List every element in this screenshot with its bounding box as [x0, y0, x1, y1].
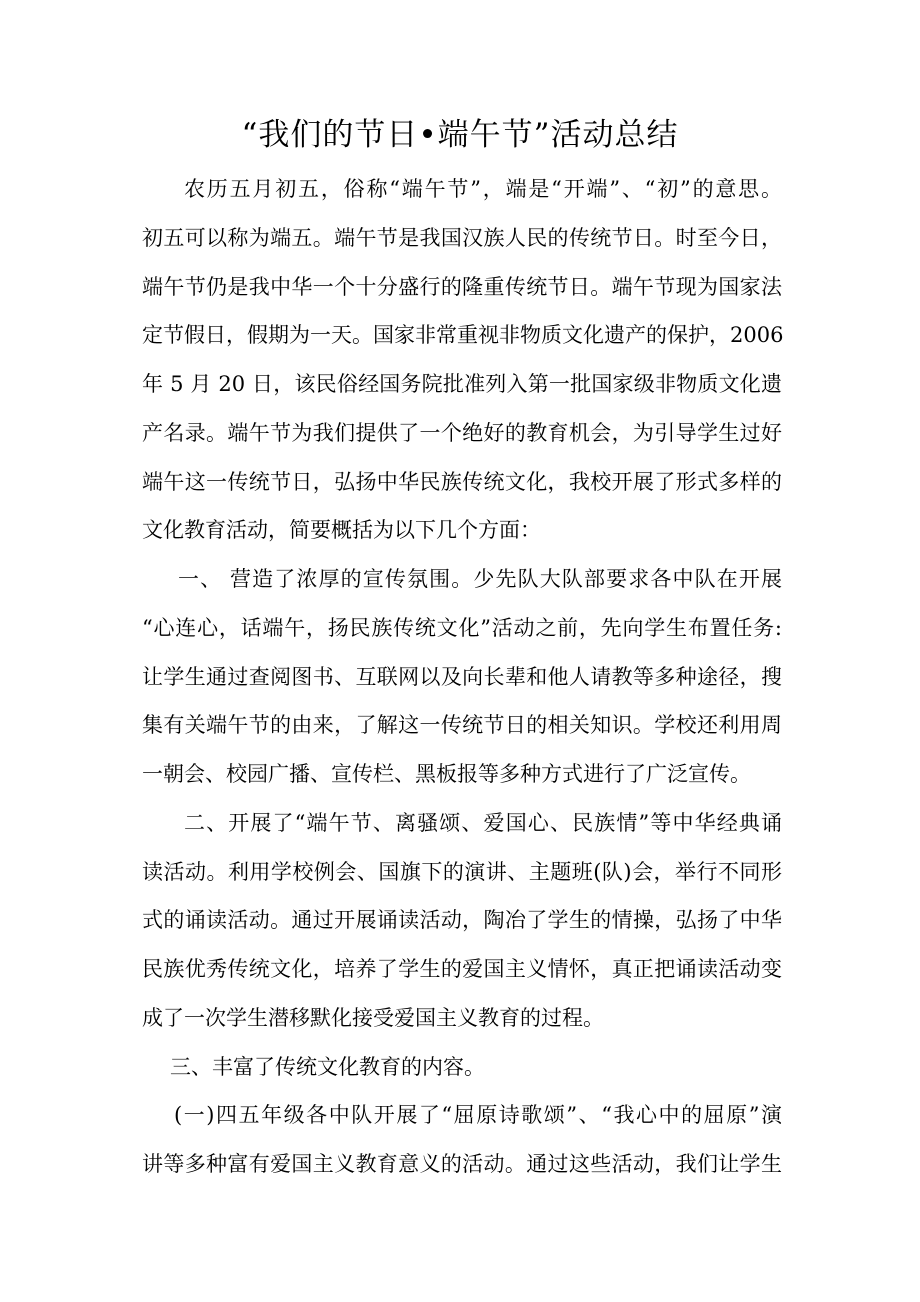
- document-title: “我们的节日•端午节”活动总结: [241, 117, 679, 153]
- body-line: 一朝会、校园广播、宣传栏、黑板报等多种方式进行了广泛宣传。: [142, 762, 751, 786]
- body-line: 式的诵读活动。通过开展诵读活动，陶冶了学生的情操，弘扬了中华: [142, 908, 782, 933]
- body-line: (一)四五年级各中队开展了“屈原诗歌颂”、“我心中的屈原”演: [174, 1103, 782, 1128]
- body-line: 初五可以称为端五。端午节是我国汉族人民的传统节日。时至今日，: [142, 225, 782, 250]
- body-line: 产名录。端午节为我们提供了一个绝好的教育机会，为引导学生过好: [142, 420, 782, 445]
- body-line: 二、开展了“端午节、离骚颂、爱国心、民族情”等中华经典诵: [184, 810, 782, 835]
- body-line: 成了一次学生潜移默化接受爱国主义教育的过程。: [142, 1005, 604, 1030]
- body-line: 让学生通过查阅图书、互联网以及向长辈和他人请教等多种途径，搜: [142, 664, 782, 689]
- body-line: 农历五月初五，俗称“端午节”，端是“开端”、“初”的意思。: [184, 177, 782, 201]
- body-line: 集有关端午节的由来，了解这一传统节日的相关知识。学校还利用周: [142, 713, 782, 738]
- body-line: 民族优秀传统文化，培养了学生的爱国主义情怀，真正把诵读活动变: [142, 957, 782, 981]
- body-line: 定节假日，假期为一天。国家非常重视非物质文化遗产的保护，2006: [142, 323, 784, 348]
- body-line: 文化教育活动，简要概括为以下几个方面：: [142, 518, 541, 543]
- document-body: [142, 165, 782, 1189]
- body-line: 三、丰富了传统文化教育的内容。: [170, 1054, 485, 1079]
- body-line: “心连心，话端午，扬民族传统文化”活动之前，先向学生布置任务:: [142, 615, 782, 640]
- body-line: 一、 营造了浓厚的宣传氛围。少先队大队部要求各中队在开展: [178, 567, 782, 591]
- body-line: 读活动。利用学校例会、国旗下的演讲、主题班(队)会，举行不同形: [142, 859, 782, 884]
- body-line: 讲等多种富有爱国主义教育意义的活动。通过这些活动，我们让学生: [142, 1152, 782, 1176]
- body-line: 年 5 月 20 日，该民俗经国务院批准列入第一批国家级非物质文化遗: [142, 372, 782, 396]
- body-line: 端午节仍是我中华一个十分盛行的隆重传统节日。端午节现为国家法: [142, 274, 782, 299]
- body-line: 端午这一传统节日，弘扬中华民族传统文化，我校开展了形式多样的: [142, 469, 782, 494]
